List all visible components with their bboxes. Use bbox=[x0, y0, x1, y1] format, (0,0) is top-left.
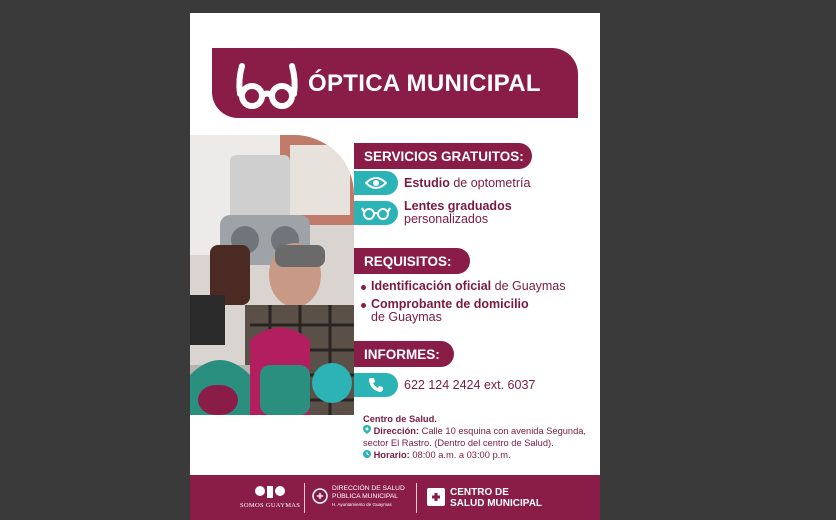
phone-icon-badge bbox=[354, 373, 398, 397]
health-center-logo-icon bbox=[426, 487, 446, 507]
footer-logo3-line1: CENTRO DE bbox=[450, 487, 509, 498]
service-item-lenses bbox=[404, 200, 512, 226]
requirement-item-id-rest: de Guaymas bbox=[491, 279, 566, 293]
service-item-optometry-rest: de optometría bbox=[449, 176, 531, 190]
eye-icon bbox=[365, 176, 387, 190]
somos-guaymas-logo-icon bbox=[252, 482, 288, 500]
footer-logo2-line1: DIRECCIÓN DE SALUD bbox=[332, 485, 405, 492]
eyeglasses-icon bbox=[361, 206, 391, 220]
location-name-text: Centro de Salud. bbox=[363, 414, 437, 424]
location-hours bbox=[363, 449, 511, 461]
requirements-heading bbox=[354, 248, 470, 274]
phone-icon bbox=[368, 377, 384, 393]
glasses-icon-badge bbox=[354, 201, 398, 225]
health-direction-logo-icon bbox=[312, 488, 328, 504]
title-banner bbox=[212, 48, 578, 118]
footer-logo2-line2: PÚBLICA MUNICIPAL bbox=[332, 493, 399, 500]
location-name bbox=[363, 413, 437, 425]
info-heading-label: INFORMES: bbox=[364, 346, 440, 362]
clock-icon bbox=[363, 450, 371, 458]
requirement-item-address-line2: de Guaymas bbox=[371, 310, 442, 324]
page-title: ÓPTICA MUNICIPAL bbox=[308, 70, 541, 97]
footer-logo1-text: SOMOS GUAYMAS bbox=[240, 502, 301, 509]
hours-label: Horario: bbox=[373, 450, 410, 460]
phone-number: 622 124 2424 ext. 6037 bbox=[404, 378, 536, 392]
footer-divider bbox=[304, 483, 305, 513]
service-item-lenses-line2: personalizados bbox=[404, 212, 489, 226]
requirement-item-id-bold: Identificación oficial bbox=[371, 279, 492, 293]
service-item-lenses-line1: Lentes graduados bbox=[404, 199, 512, 213]
eye-icon-badge bbox=[354, 171, 398, 195]
bullet bbox=[361, 303, 366, 308]
services-heading-label: SERVICIOS GRATUITOS: bbox=[364, 148, 524, 164]
address-label: Dirección: bbox=[373, 426, 420, 436]
address-line2: sector El Rastro. (Dentro del centro de Salud). bbox=[363, 438, 554, 448]
poster bbox=[190, 13, 600, 520]
footer-logo3 bbox=[450, 487, 542, 509]
services-heading bbox=[354, 143, 532, 169]
footer-logo3-line2: SALUD MUNICIPAL bbox=[450, 498, 543, 509]
footer-divider bbox=[416, 483, 417, 513]
location-address bbox=[363, 425, 586, 449]
optometry-photo bbox=[190, 135, 354, 415]
requirements-heading-label: REQUISITOS: bbox=[364, 253, 452, 269]
requirement-item-id bbox=[371, 280, 566, 293]
bullet bbox=[361, 285, 366, 290]
requirement-item-address-line1: Comprobante de domicilio bbox=[371, 297, 529, 311]
service-item-optometry-bold: Estudio bbox=[404, 176, 450, 190]
footer-logo2-line3: H. Ayuntamiento de Guaymas bbox=[332, 502, 392, 507]
location-pin-icon bbox=[363, 425, 371, 434]
requirement-item-address bbox=[371, 298, 529, 324]
service-item-optometry bbox=[404, 177, 530, 190]
footer-logo2 bbox=[332, 485, 405, 509]
info-heading bbox=[354, 341, 454, 367]
hours-text: 08:00 a.m. a 03:00 p.m. bbox=[409, 450, 511, 460]
footer bbox=[190, 475, 600, 520]
glasses-icon bbox=[234, 60, 300, 110]
address-line1: Calle 10 esquina con avenida Segunda, bbox=[419, 426, 587, 436]
